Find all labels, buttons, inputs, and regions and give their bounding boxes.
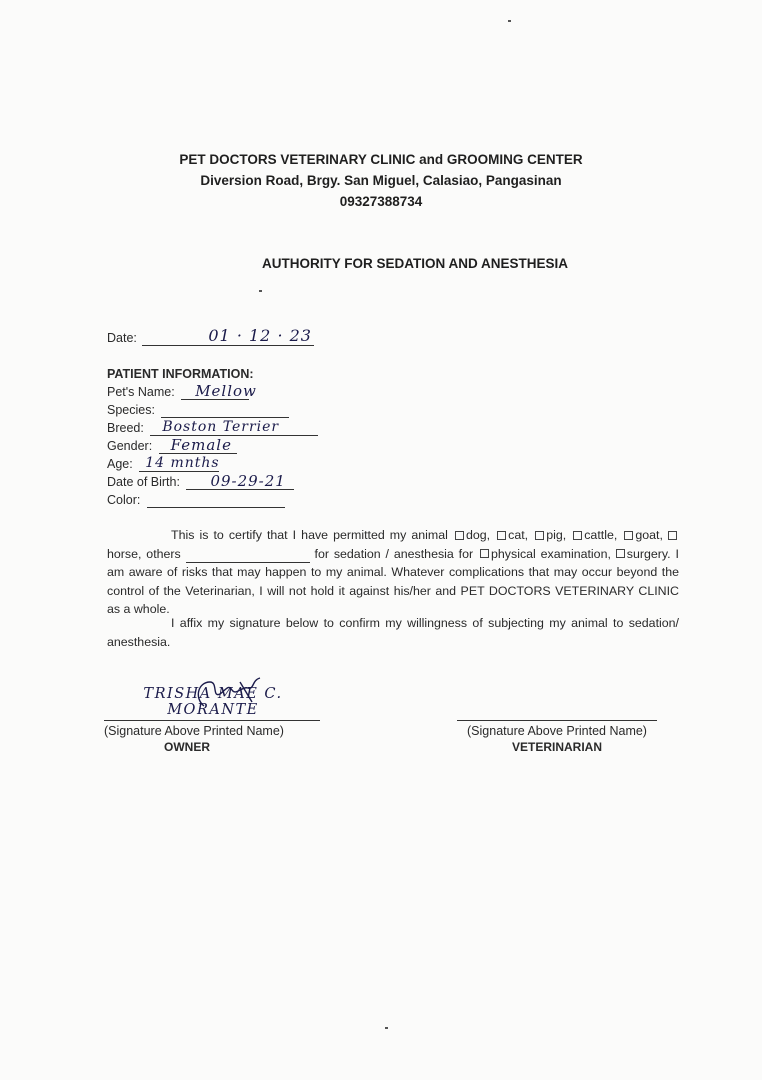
clinic-name: PET DOCTORS VETERINARY CLINIC and GROOMING CENTER (179, 152, 583, 167)
dob-label: Date of Birth: (107, 475, 180, 489)
cattle-checkbox[interactable] (573, 531, 582, 540)
cat-checkbox[interactable] (497, 531, 506, 540)
pig-label: pig, (546, 528, 567, 542)
owner-role: OWNER (164, 740, 210, 754)
age-row (107, 456, 219, 472)
scan-speck (259, 290, 262, 292)
pet-name-field[interactable] (181, 382, 257, 400)
breed-row (107, 420, 318, 436)
horse-label: horse, others (107, 546, 181, 561)
date-value: 01 · 12 · 23 (208, 326, 312, 345)
physical-exam-label: physical examination, (491, 546, 611, 561)
species-row (107, 402, 289, 418)
consent-text-b: for sedation / anesthesia for (314, 546, 474, 561)
date-field[interactable] (142, 326, 314, 346)
pet-name-label: Pet's Name: (107, 385, 175, 399)
owner-printed-name: TRISHA MAE C. MORANTE (143, 686, 283, 718)
others-field[interactable] (186, 550, 310, 563)
affix-paragraph (107, 614, 679, 651)
vet-caption: (Signature Above Printed Name) (467, 724, 647, 738)
dob-value: 09-29-21 (210, 472, 286, 490)
dog-label: dog, (465, 528, 491, 542)
goat-checkbox[interactable] (624, 531, 633, 540)
affix-text: I affix my signature below to confirm my willingness of subjecting my animal to sedation/ anesthesia. (107, 616, 679, 649)
gender-label: Gender: (107, 439, 153, 453)
surgery-label: surgery. (626, 546, 671, 561)
form-title: AUTHORITY FOR SEDATION AND ANESTHESIA (261, 256, 568, 271)
pet-name-value: Mellow (195, 382, 257, 400)
cat-label: cat, (508, 528, 529, 542)
vet-signature-block (457, 676, 657, 754)
goat-label: goat, (635, 528, 663, 542)
species-label: Species: (107, 403, 155, 417)
clinic-phone: 09327388734 (339, 194, 423, 209)
age-label: Age: (107, 457, 133, 471)
consent-paragraph (107, 526, 679, 619)
gender-value: Female (170, 436, 232, 454)
owner-signature-line[interactable] (104, 676, 320, 721)
age-field[interactable] (139, 457, 219, 472)
surgery-checkbox[interactable] (616, 549, 625, 558)
color-row (107, 492, 285, 508)
clinic-header (0, 149, 762, 212)
color-label: Color: (107, 493, 141, 507)
consent-text-a: This is to certify that I have permitted my animal (171, 528, 448, 542)
vet-signature-line[interactable] (457, 676, 657, 721)
patient-heading: PATIENT INFORMATION: (107, 367, 254, 381)
breed-label: Breed: (107, 421, 144, 435)
cattle-label: cattle, (584, 528, 618, 542)
age-value: 14 mnths (145, 455, 220, 471)
physical-exam-checkbox[interactable] (480, 549, 489, 558)
dob-row (107, 474, 294, 490)
dob-field[interactable] (186, 472, 294, 490)
gender-field[interactable] (159, 436, 237, 454)
pet-name-row (107, 382, 257, 400)
breed-value: Boston Terrier (162, 419, 280, 435)
owner-signature-block (104, 676, 320, 754)
consent-text-c: I am aware of risks that may happen to my animal. Whatever complications that may occur beyond the control of the Veterinarian, I will not hold it against his/her and PET DOCTORS VETERINARY CLINIC as a whole. (107, 546, 679, 617)
scan-speck (385, 1027, 388, 1029)
owner-caption: (Signature Above Printed Name) (104, 724, 284, 738)
pig-checkbox[interactable] (535, 531, 544, 540)
color-field[interactable] (147, 493, 285, 508)
gender-row (107, 438, 237, 454)
date-label: Date: (107, 331, 137, 345)
clinic-address: Diversion Road, Brgy. San Miguel, Calasiao, Pangasinan (200, 173, 562, 188)
vet-role: VETERINARIAN (511, 740, 602, 754)
scan-speck (508, 20, 511, 22)
species-field[interactable] (161, 403, 289, 418)
date-row (107, 326, 314, 346)
breed-field[interactable] (150, 421, 318, 436)
horse-checkbox[interactable] (668, 531, 677, 540)
dog-checkbox[interactable] (455, 531, 464, 540)
